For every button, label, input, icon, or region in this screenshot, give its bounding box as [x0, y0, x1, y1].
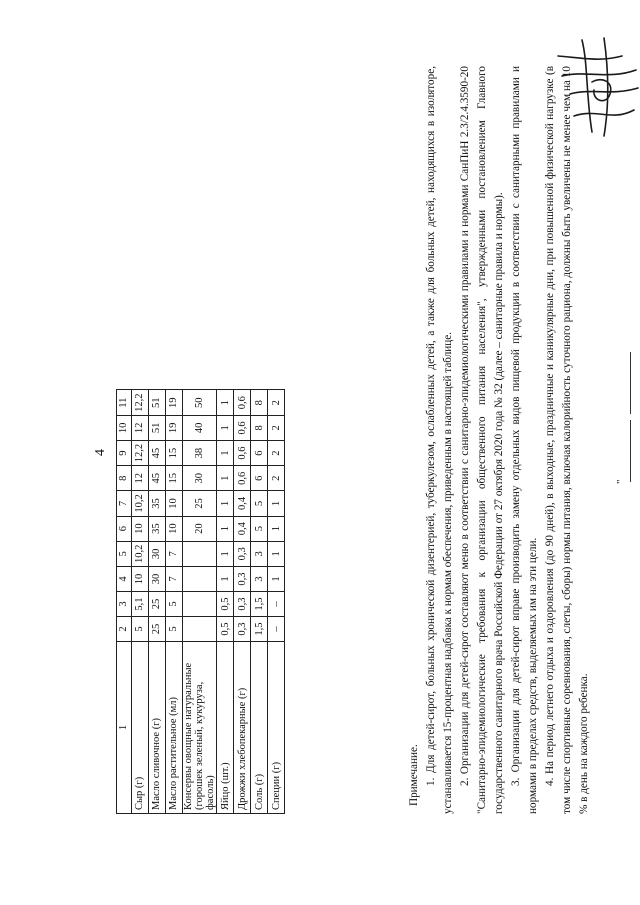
norm-value-cell: 50 [183, 390, 217, 415]
norm-value-cell: 19 [166, 415, 183, 440]
norm-value-cell: 0,6 [234, 466, 251, 491]
product-name-cell: Соль (г) [251, 642, 268, 814]
norm-value-cell: 19 [166, 390, 183, 415]
norm-value-cell: 51 [149, 390, 166, 415]
norm-value-cell: 10,2 [132, 491, 149, 516]
closing-line [630, 420, 631, 482]
norm-value-cell: 0,4 [234, 516, 251, 541]
norm-value-cell: 6 [251, 466, 268, 491]
norm-value-cell: 5 [166, 592, 183, 617]
handwritten-signature [552, 36, 640, 140]
table-row [268, 390, 285, 814]
norm-value-cell: 5 [166, 617, 183, 642]
norm-value-cell: 25 [183, 491, 217, 516]
norm-value-cell: 35 [149, 491, 166, 516]
norm-value-cell: 1 [217, 466, 234, 491]
column-number-cell: 4 [117, 567, 132, 592]
norm-value-cell: 20 [183, 516, 217, 541]
norm-value-cell: 5 [132, 617, 149, 642]
norm-value-cell: 12 [132, 415, 149, 440]
norm-value-cell: 1 [217, 567, 234, 592]
norm-value-cell: 10 [166, 491, 183, 516]
norm-value-cell: 8 [251, 390, 268, 415]
norm-value-cell: 45 [149, 440, 166, 465]
norm-value-cell: 1 [217, 390, 234, 415]
column-number-cell: 9 [117, 440, 132, 465]
norm-value-cell: 0,4 [234, 491, 251, 516]
page-number: 4 [93, 449, 108, 456]
product-name-cell: Сыр (г) [132, 642, 149, 814]
norm-value-cell: 1 [268, 516, 285, 541]
norm-value-cell: 5,1 [132, 592, 149, 617]
table-row [234, 390, 251, 814]
column-number-cell: 10 [117, 415, 132, 440]
norm-value-cell: 7 [166, 567, 183, 592]
notes-section [406, 66, 593, 814]
norm-value-cell: 2 [268, 466, 285, 491]
norm-value-cell: 1 [268, 541, 285, 566]
column-number-cell: 1 [117, 642, 132, 814]
norm-value-cell: 0,5 [217, 592, 234, 617]
norm-value-cell: 10 [132, 516, 149, 541]
norm-value-cell: 0,5 [217, 617, 234, 642]
note-item: 1. Для детей-сирот, больных хронической дизентерией, туберкулезом, ослабленных детей, а также для больных детей, находящихся в изоляторе, устанавливается 15-процентная надбавка к нормам обеспечения, приведенным в настоящей таблице. [425, 66, 454, 814]
norm-value-cell: 0,6 [234, 415, 251, 440]
norm-value-cell: 3 [251, 567, 268, 592]
norm-value-cell: 12,2 [132, 440, 149, 465]
norm-value-cell: 25 [149, 617, 166, 642]
norm-value-cell: – [268, 592, 285, 617]
norm-value-cell: 7 [166, 541, 183, 566]
norm-value-cell: 6 [251, 440, 268, 465]
norm-value-cell: 1,5 [251, 592, 268, 617]
norm-value-cell: 30 [149, 541, 166, 566]
norm-value-cell: 0,3 [234, 567, 251, 592]
table-header-row [117, 390, 132, 814]
column-number-cell: 8 [117, 466, 132, 491]
product-name-cell: Яйцо (шт.) [217, 642, 234, 814]
norm-value-cell: – [268, 617, 285, 642]
norm-value-cell: 1 [268, 567, 285, 592]
norm-value-cell: 35 [149, 516, 166, 541]
norm-value-cell: 10 [166, 516, 183, 541]
table-row [149, 390, 166, 814]
product-name-cell: Масло растительное (мл) [166, 642, 183, 814]
norm-value-cell: 2 [268, 390, 285, 415]
rotated-content [90, 42, 640, 862]
norm-value-cell [183, 617, 217, 642]
norm-value-cell: 38 [183, 440, 217, 465]
product-name-cell: Специи (г) [268, 642, 285, 814]
table-row [166, 390, 183, 814]
table-row [217, 390, 234, 814]
norm-value-cell: 51 [149, 415, 166, 440]
column-number-cell: 7 [117, 491, 132, 516]
norm-value-cell [183, 541, 217, 566]
norm-value-cell: 45 [149, 466, 166, 491]
note-item: 2. Организации для детей-сирот составляют меню в соответствии с санитарно-эпидемиологическими правилами и нормами СанПиН 2.3/2.4.3590-20 "Санитарно-эпидемиологические требования к организации общественного питания населения", утвержденными постановлением Главного государственного санитарного врача Российской Федерации от 27 октября 2020 года № 32 (далее – санитарные правила и нормы). [459, 66, 505, 814]
column-number-cell: 2 [117, 617, 132, 642]
column-number-cell: 11 [117, 390, 132, 415]
norm-value-cell: 15 [166, 440, 183, 465]
closing-line [630, 352, 631, 414]
norm-value-cell: 1 [217, 541, 234, 566]
norm-value-cell: 1 [217, 516, 234, 541]
norm-value-cell: 30 [183, 466, 217, 491]
norm-value-cell: 10,2 [132, 541, 149, 566]
norm-value-cell: 1 [217, 491, 234, 516]
closing-quote: " [615, 479, 627, 484]
norm-value-cell [183, 592, 217, 617]
norm-value-cell: 0,3 [234, 592, 251, 617]
norm-value-cell: 40 [183, 415, 217, 440]
product-name-cell: Консервы овощные натуральные (горошек зеленый, кукуруза, фасоль) [183, 642, 217, 814]
norm-value-cell: 8 [251, 415, 268, 440]
norm-value-cell: 12,2 [132, 390, 149, 415]
column-number-cell: 3 [117, 592, 132, 617]
table-row [251, 390, 268, 814]
norm-value-cell: 1,5 [251, 617, 268, 642]
norm-value-cell: 0,3 [234, 617, 251, 642]
norm-value-cell: 15 [166, 466, 183, 491]
norm-value-cell: 10 [132, 567, 149, 592]
product-name-cell: Масло сливочное (г) [149, 642, 166, 814]
norm-value-cell: 25 [149, 592, 166, 617]
column-number-cell: 5 [117, 541, 132, 566]
norm-value-cell: 0,6 [234, 440, 251, 465]
norm-value-cell: 5 [251, 516, 268, 541]
food-norms-table [116, 390, 285, 815]
notes-title: Примечание. [408, 744, 420, 806]
note-item: 4. На период летнего отдыха и оздоровления (до 90 дней), в выходные, праздничные и каникулярные дни, при повышенной физической нагрузке (в том числе спортивные соревнования, слеты, сборы) нормы питания, включая калорийность суточного рациона, должны быть увеличены не менее чем на 10 % в день на каждого ребенка. [544, 66, 590, 814]
norm-value-cell: 0,6 [234, 390, 251, 415]
note-item: 3. Организации для детей-сирот вправе производить замену отдельных видов пищевой продукции в соответствии с санитарными правилами и нормами в пределах средств, выделяемых им на эти цели. [510, 66, 539, 814]
norm-value-cell [183, 567, 217, 592]
norm-value-cell: 1 [217, 415, 234, 440]
table-row [183, 390, 217, 814]
norm-value-cell: 2 [268, 415, 285, 440]
product-name-cell: Дрожжи хлебопекарные (г) [234, 642, 251, 814]
norm-value-cell: 12 [132, 466, 149, 491]
norm-value-cell: 2 [268, 440, 285, 465]
table-row [132, 390, 149, 814]
norm-value-cell: 1 [268, 491, 285, 516]
column-number-cell: 6 [117, 516, 132, 541]
norm-value-cell: 30 [149, 567, 166, 592]
norm-value-cell: 1 [217, 440, 234, 465]
norm-value-cell: 3 [251, 541, 268, 566]
norm-value-cell: 0,3 [234, 541, 251, 566]
norm-value-cell: 5 [251, 491, 268, 516]
